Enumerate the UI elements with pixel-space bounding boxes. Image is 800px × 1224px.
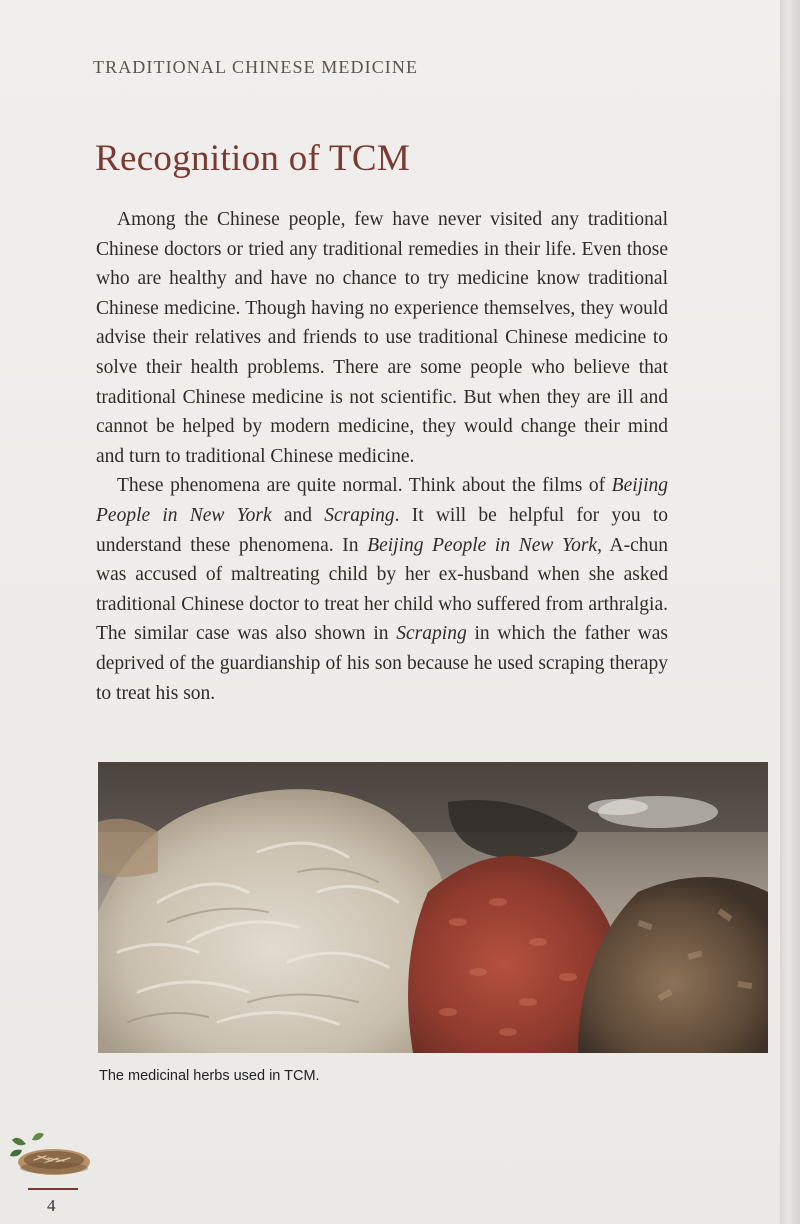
footer-rule bbox=[28, 1188, 78, 1190]
paragraph-2-text: . It will be helpful for you to understand these phenomena. In bbox=[96, 504, 668, 556]
paragraph-2-text: in which the father was deprived of the guardianship of his son because he used scraping therapy to treat his son. bbox=[96, 623, 669, 704]
running-head: TRADITIONAL CHINESE MEDICINE bbox=[93, 57, 419, 77]
photo-caption: The medicinal herbs used in TCM. bbox=[99, 1068, 320, 1084]
film-title: Scraping bbox=[324, 504, 395, 526]
book-spine bbox=[780, 0, 800, 1224]
herb-basket-icon bbox=[8, 1128, 93, 1183]
body-text bbox=[96, 205, 668, 708]
paragraph-1: Among the Chinese people, few have never visited any traditional Chinese doctors or tried any traditional remedies in their life. Even those who are healthy and have no chance to try medicine know traditional Chinese medicine. Though having no experience themselves, they would advise their relatives and friends to use traditional Chinese medicine to solve their health problems. There are some people who believe that traditional Chinese medicine is not scientific. But when they are ill and cannot be helped by modern medicine, they would change their mind and turn to traditional Chinese medicine. bbox=[96, 209, 668, 467]
paragraph-2 bbox=[96, 471, 668, 708]
paragraph-2-text: and bbox=[271, 504, 325, 526]
page-number: 4 bbox=[47, 1196, 56, 1215]
film-title: Beijing People in New York bbox=[367, 534, 598, 556]
film-title: Scraping bbox=[396, 623, 467, 645]
paragraph-2-text: , A-chun was accused of maltreating child by her ex-husband when she asked traditional Chinese doctor to treat her child who suffered from arthralgia. The similar case was also shown in bbox=[96, 534, 669, 645]
film-title: Beijing People in New York bbox=[96, 475, 668, 526]
section-title: Recognition of TCM bbox=[95, 138, 411, 179]
paragraph-2-text: These phenomena are quite normal. Think about the films of bbox=[117, 475, 612, 497]
medicinal-herbs-photo bbox=[98, 762, 768, 1053]
